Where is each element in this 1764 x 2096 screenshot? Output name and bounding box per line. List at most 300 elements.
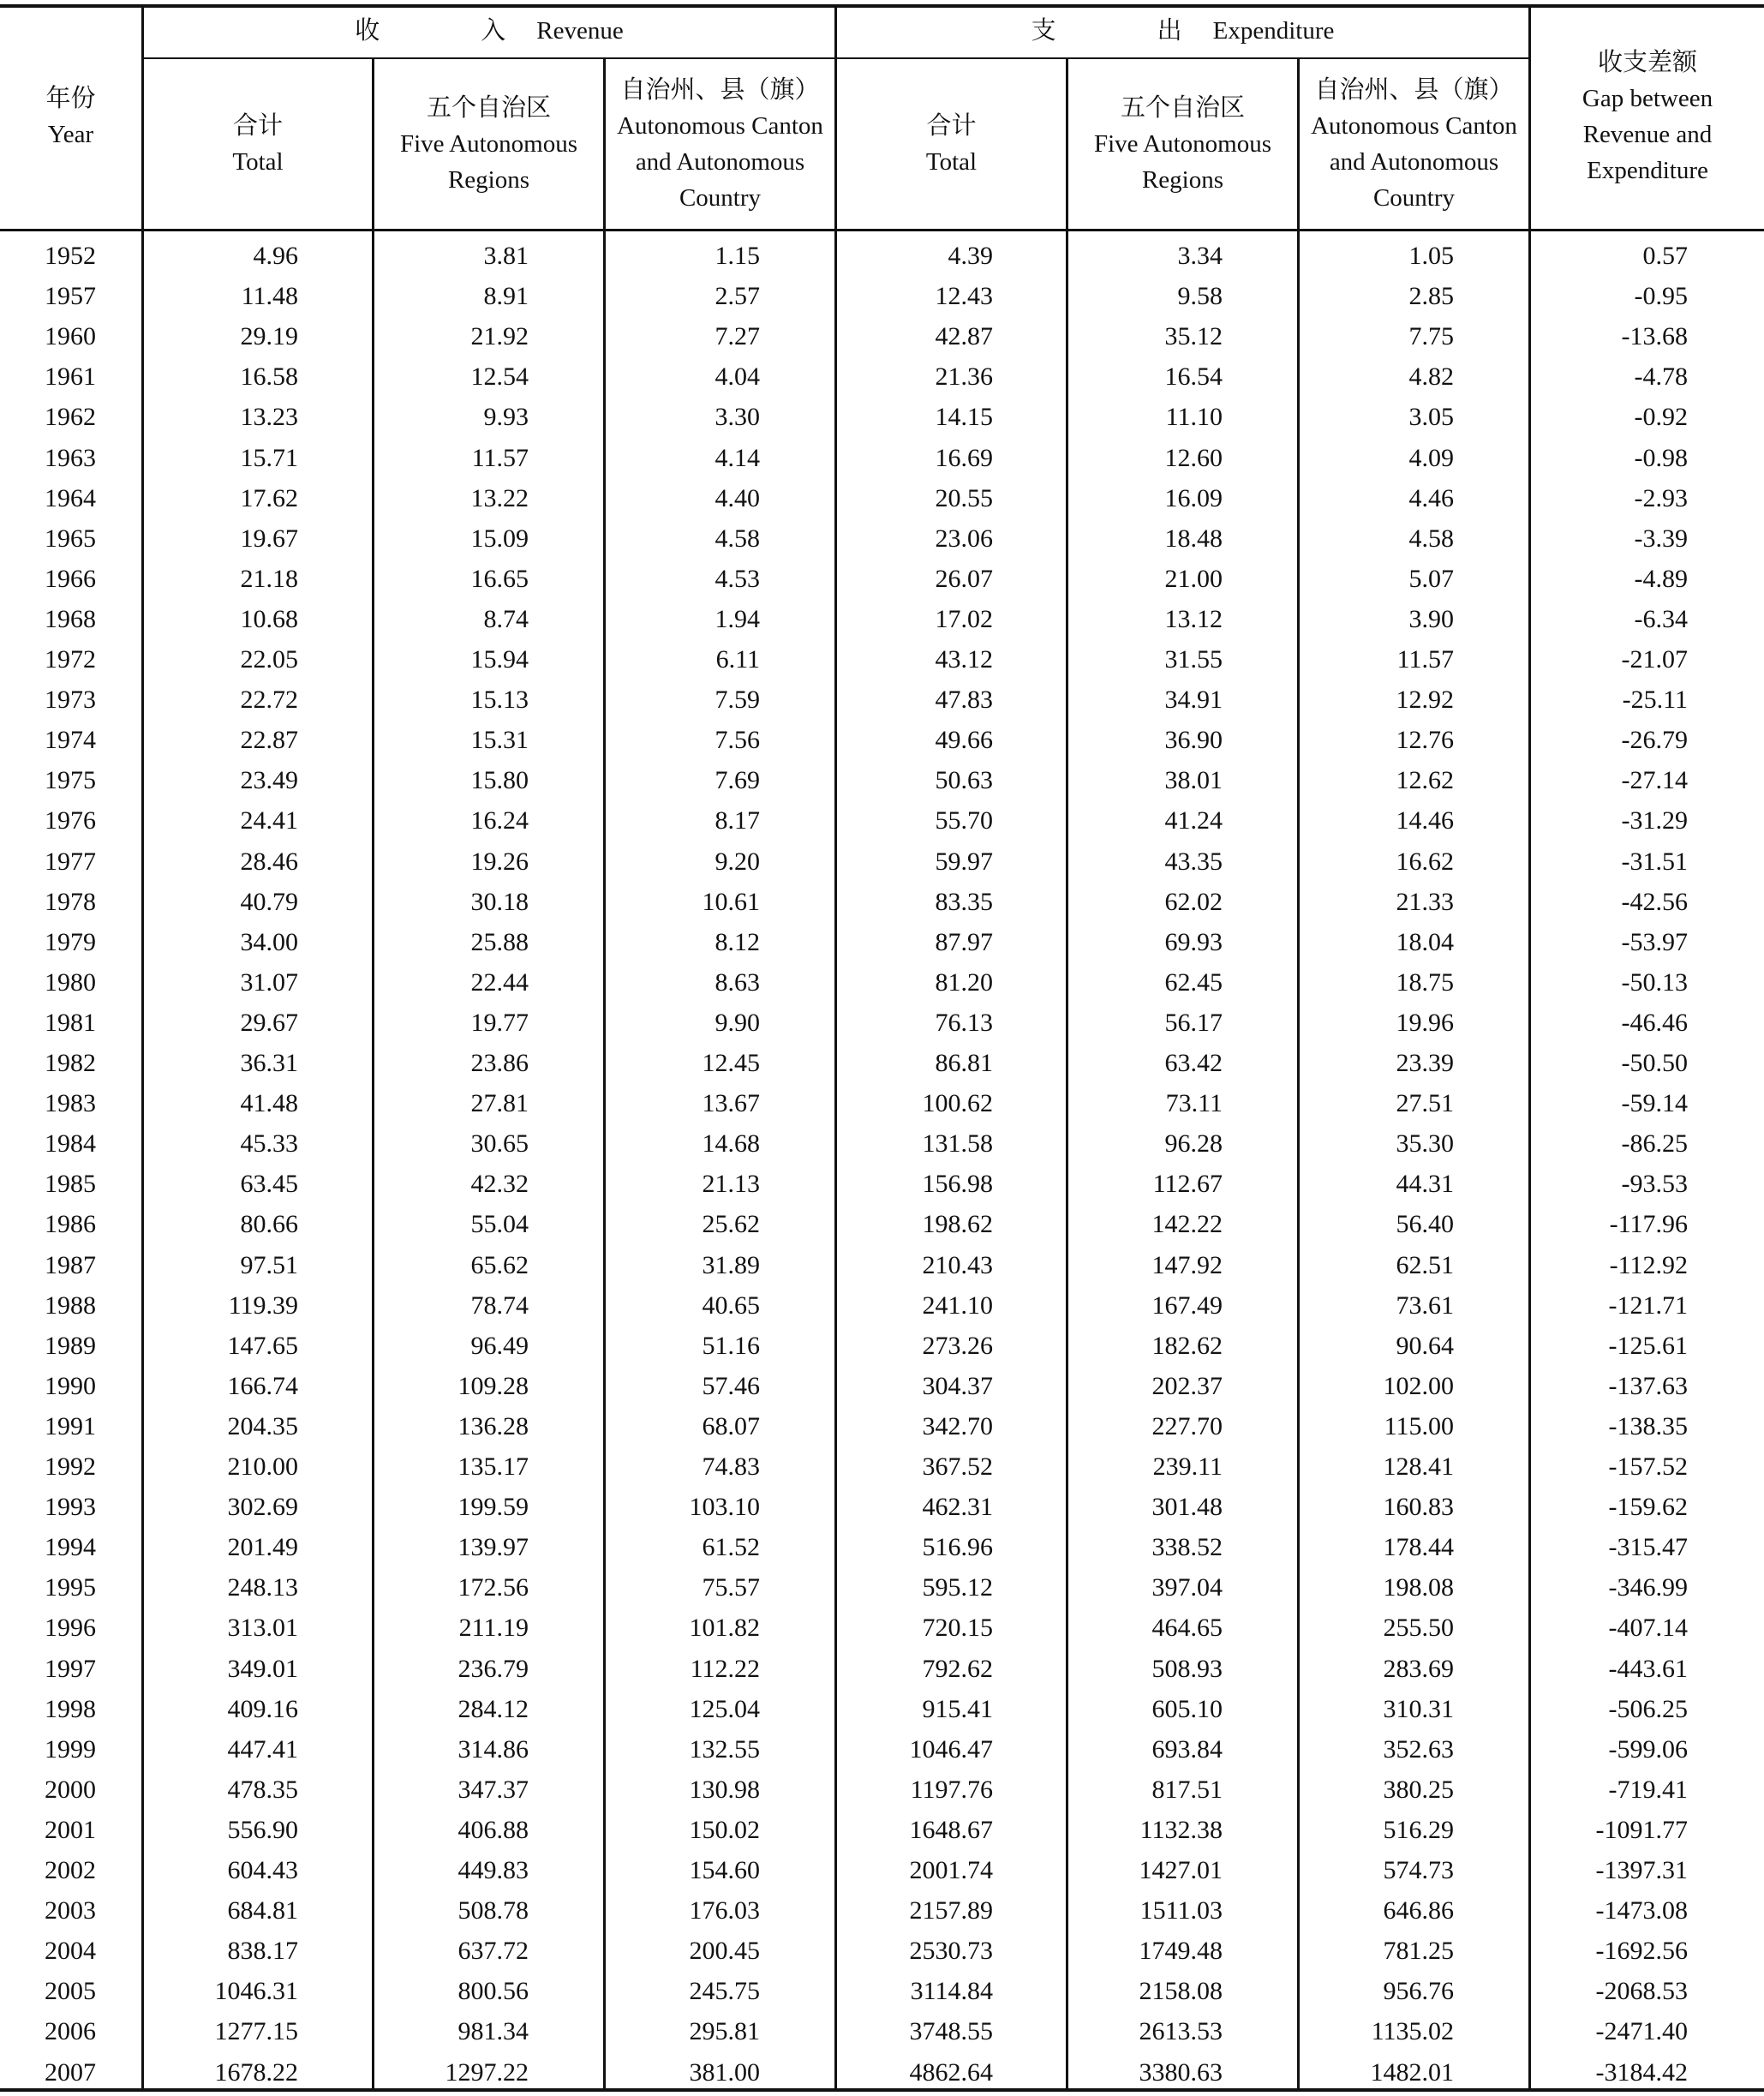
cell-rev-canton: 51.16 [702,1331,760,1360]
table-row [0,1527,1764,1567]
cell-gap: -4.78 [1634,362,1688,392]
cell-rev-total: 34.00 [240,927,298,956]
cell-exp-five: 16.54 [1164,362,1223,392]
cell-rev-total: 204.35 [227,1411,298,1440]
cell-rev-five: 347.37 [457,1775,529,1804]
cell-rev-canton: 4.14 [715,443,760,472]
cell-rev-five: 3.81 [483,242,529,270]
cell-rev-total: 556.90 [227,1815,298,1844]
cell-rev-canton: 4.58 [715,524,760,553]
cell-gap: -3.39 [1634,524,1688,553]
cell-exp-total: 241.10 [922,1291,993,1320]
cell-rev-five: 236.79 [457,1654,529,1683]
cell-gap: -13.68 [1621,322,1688,351]
table-row [0,720,1764,760]
cell-rev-total: 28.46 [240,847,298,876]
cell-exp-canton: 255.50 [1383,1614,1454,1643]
cell-exp-total: 20.55 [935,483,993,512]
cell-exp-canton: 16.62 [1396,847,1454,876]
cell-rev-five: 981.34 [457,2017,529,2046]
header-expenditure-canton-en-3: Country [1372,184,1456,212]
cell-exp-canton: 178.44 [1383,1533,1454,1562]
cell-exp-five: 34.91 [1164,686,1223,715]
cell-rev-five: 16.65 [470,564,529,593]
cell-year: 1964 [45,483,96,512]
header-gap-en-3: Expenditure [1587,157,1708,184]
cell-rev-canton: 13.67 [702,1089,760,1118]
table-row [0,1123,1764,1164]
header-revenue-total-en: Total [232,148,284,176]
cell-exp-canton: 956.76 [1383,1977,1454,2006]
cell-year: 1962 [45,403,96,432]
cell-exp-canton: 160.83 [1383,1493,1454,1522]
header-revenue-five-regions [374,59,603,229]
cell-exp-total: 16.69 [935,443,993,472]
cell-rev-canton: 7.69 [715,766,760,795]
cell-year: 2002 [45,1856,96,1884]
cell-rev-five: 12.54 [470,362,529,392]
cell-rev-five: 314.86 [457,1734,529,1764]
cell-rev-five: 15.13 [470,686,529,715]
cell-gap: -407.14 [1608,1614,1688,1643]
cell-rev-five: 55.04 [470,1210,529,1239]
cell-exp-five: 147.92 [1151,1250,1223,1279]
cell-rev-canton: 125.04 [689,1694,760,1723]
cell-exp-total: 3114.84 [910,1977,993,2006]
cell-year: 1976 [45,806,96,835]
cell-gap: -121.71 [1608,1291,1688,1320]
cell-exp-canton: 12.76 [1396,726,1454,755]
cell-exp-total: 12.43 [935,282,993,311]
cell-rev-total: 201.49 [227,1533,298,1562]
cell-rev-five: 42.32 [470,1170,529,1199]
cell-rev-canton: 8.63 [715,967,760,997]
cell-rev-canton: 61.52 [702,1533,760,1562]
cell-exp-canton: 18.04 [1396,927,1454,956]
cell-exp-five: 69.93 [1164,927,1223,956]
table-row [0,1689,1764,1729]
cell-year: 1978 [45,887,96,916]
cell-year: 1973 [45,686,96,715]
cell-rev-total: 21.18 [240,564,298,593]
cell-rev-total: 838.17 [227,1937,298,1966]
cell-rev-total: 1678.22 [214,2057,298,2087]
header-gap-en-1: Gap between [1582,85,1713,112]
cell-exp-total: 273.26 [922,1331,993,1360]
cell-exp-total: 86.81 [935,1049,993,1077]
header-expenditure-total-en: Total [925,148,978,176]
cell-exp-five: 2158.08 [1139,1977,1223,2006]
cell-exp-canton: 11.57 [1396,645,1454,674]
cell-rev-canton: 40.65 [702,1291,760,1320]
cell-exp-five: 36.90 [1164,726,1223,755]
table-row [0,639,1764,680]
cell-rev-five: 21.92 [470,322,529,351]
header-bottom-rule [0,229,1764,231]
header-revenue-five-cn: 五个自治区 [426,94,551,122]
cell-exp-canton: 1.05 [1408,242,1454,270]
cell-exp-canton: 115.00 [1384,1411,1454,1440]
table-row [0,2011,1764,2051]
cell-gap: -86.25 [1621,1129,1688,1159]
cell-rev-canton: 4.40 [715,483,760,512]
cell-rev-five: 1297.22 [445,2057,529,2087]
cell-rev-canton: 7.59 [715,686,760,715]
header-revenue-group [144,4,834,57]
cell-gap: -26.79 [1621,726,1688,755]
cell-exp-five: 13.12 [1164,604,1223,633]
cell-year: 1972 [45,645,96,674]
cell-year: 1957 [45,282,96,311]
cell-rev-total: 41.48 [240,1089,298,1118]
cell-year: 1991 [45,1411,96,1440]
cell-year: 2005 [45,1977,96,2006]
cell-rev-canton: 381.00 [689,2057,760,2087]
cell-rev-total: 40.79 [240,887,298,916]
cell-exp-five: 3380.63 [1139,2057,1223,2087]
cell-exp-canton: 102.00 [1383,1371,1454,1400]
cell-rev-five: 211.19 [458,1614,529,1643]
cell-gap: -125.61 [1608,1331,1688,1360]
cell-year: 1994 [45,1533,96,1562]
cell-gap: -1397.31 [1595,1856,1688,1884]
cell-rev-canton: 101.82 [689,1614,760,1643]
header-revenue-canton-en-1: Autonomous Canton [617,112,823,140]
cell-exp-total: 55.70 [935,806,993,835]
header-revenue-total [144,59,372,229]
cell-exp-total: 1046.47 [909,1734,993,1764]
cell-exp-total: 720.15 [922,1614,993,1643]
cell-rev-five: 96.49 [470,1331,529,1360]
cell-exp-total: 342.70 [922,1411,993,1440]
cell-rev-canton: 9.90 [715,1008,760,1037]
cell-exp-canton: 18.75 [1396,967,1454,997]
cell-rev-five: 199.59 [457,1493,529,1522]
cell-exp-total: 156.98 [922,1170,993,1199]
cell-gap: -137.63 [1608,1371,1688,1400]
cell-year: 1965 [45,524,96,553]
cell-rev-total: 19.67 [240,524,298,553]
cell-exp-five: 31.55 [1164,645,1223,674]
cell-exp-canton: 574.73 [1383,1856,1454,1884]
cell-exp-total: 1648.67 [909,1815,993,1844]
cell-exp-five: 56.17 [1164,1008,1223,1037]
cell-exp-total: 367.52 [922,1452,993,1481]
cell-rev-canton: 74.83 [702,1452,760,1481]
cell-exp-canton: 380.25 [1383,1775,1454,1804]
cell-exp-five: 167.49 [1151,1291,1223,1320]
cell-gap: -2068.53 [1595,1977,1688,2006]
cell-exp-total: 81.20 [935,967,993,997]
cell-exp-canton: 310.31 [1383,1694,1454,1723]
cell-exp-total: 50.63 [935,766,993,795]
cell-exp-canton: 56.40 [1396,1210,1454,1239]
cell-exp-total: 304.37 [922,1371,993,1400]
cell-exp-total: 2530.73 [909,1937,993,1966]
table-row [0,1204,1764,1244]
cell-year: 1988 [45,1291,96,1320]
cell-rev-canton: 132.55 [689,1734,760,1764]
cell-gap: -117.96 [1609,1210,1688,1239]
cell-exp-total: 43.12 [935,645,993,674]
cell-year: 2001 [45,1815,96,1844]
cell-rev-total: 1277.15 [214,2017,298,2046]
table-row [0,1649,1764,1689]
cell-rev-total: 97.51 [240,1250,298,1279]
cell-rev-canton: 8.12 [715,927,760,956]
table-row [0,559,1764,599]
cell-rev-five: 8.74 [483,604,529,633]
cell-rev-five: 15.80 [470,766,529,795]
cell-rev-five: 172.56 [457,1573,529,1602]
table-row [0,1567,1764,1608]
cell-rev-total: 15.71 [240,443,298,472]
table-row [0,1608,1764,1648]
table-row [0,1931,1764,1971]
cell-exp-canton: 646.86 [1383,1896,1454,1925]
table-row [0,1245,1764,1285]
table-row [0,518,1764,559]
cell-exp-five: 301.48 [1151,1493,1223,1522]
cell-exp-total: 4862.64 [909,2057,993,2087]
cell-gap: -506.25 [1608,1694,1688,1723]
table-row [0,1164,1764,1204]
cell-gap: -159.62 [1608,1493,1688,1522]
cell-rev-five: 406.88 [457,1815,529,1844]
cell-rev-canton: 68.07 [702,1411,760,1440]
cell-rev-five: 15.31 [470,726,529,755]
cell-exp-five: 3.34 [1177,242,1223,270]
table-row [0,800,1764,841]
cell-rev-total: 248.13 [227,1573,298,1602]
table-row [0,1326,1764,1366]
header-expenditure-five-en-1: Five Autonomous [1093,130,1272,158]
cell-rev-total: 11.48 [241,282,298,311]
cell-exp-five: 43.35 [1164,847,1223,876]
cell-gap: -599.06 [1608,1734,1688,1764]
cell-rev-five: 449.83 [457,1856,529,1884]
cell-rev-five: 637.72 [457,1937,529,1966]
cell-exp-canton: 516.29 [1383,1815,1454,1844]
cell-rev-five: 78.74 [470,1291,529,1320]
cell-rev-canton: 12.45 [702,1049,760,1077]
cell-exp-total: 792.62 [922,1654,993,1683]
table-row [0,922,1764,962]
cell-rev-total: 684.81 [227,1896,298,1925]
cell-rev-five: 284.12 [457,1694,529,1723]
cell-exp-canton: 35.30 [1396,1129,1454,1159]
table-row [0,1043,1764,1083]
cell-gap: -25.11 [1622,686,1688,715]
cell-gap: -0.98 [1634,443,1688,472]
cell-exp-canton: 5.07 [1408,564,1454,593]
table-row [0,760,1764,800]
cell-rev-total: 13.23 [240,403,298,432]
table-row [0,1366,1764,1406]
cell-year: 2000 [45,1775,96,1804]
table-row [0,1810,1764,1850]
cell-exp-five: 508.93 [1151,1654,1223,1683]
cell-rev-canton: 10.61 [702,887,760,916]
cell-rev-five: 139.97 [457,1533,529,1562]
cell-gap: -0.95 [1634,282,1688,311]
header-expenditure-canton-en-1: Autonomous Canton [1311,112,1517,140]
cell-exp-five: 18.48 [1164,524,1223,553]
cell-rev-canton: 245.75 [689,1977,760,2006]
cell-gap: -315.47 [1608,1533,1688,1562]
cell-exp-five: 239.11 [1152,1452,1223,1481]
cell-exp-total: 59.97 [935,847,993,876]
cell-rev-five: 30.65 [470,1129,529,1159]
cell-exp-five: 73.11 [1165,1089,1223,1118]
cell-rev-five: 19.77 [470,1008,529,1037]
cell-exp-total: 76.13 [935,1008,993,1037]
cell-exp-canton: 283.69 [1383,1654,1454,1683]
header-revenue-cn: 收 入 [355,17,523,45]
cell-exp-canton: 27.51 [1396,1089,1454,1118]
cell-gap: -0.92 [1634,403,1688,432]
cell-exp-five: 11.10 [1165,403,1223,432]
cell-rev-five: 135.17 [457,1452,529,1481]
cell-rev-canton: 6.11 [715,645,760,674]
cell-rev-total: 29.67 [240,1008,298,1037]
cell-rev-canton: 295.81 [689,2017,760,2046]
cell-rev-canton: 31.89 [702,1250,760,1279]
table-row [0,1850,1764,1890]
cell-rev-five: 109.28 [457,1371,529,1400]
cell-gap: -2.93 [1634,483,1688,512]
cell-rev-total: 604.43 [227,1856,298,1884]
cell-exp-canton: 90.64 [1396,1331,1454,1360]
cell-exp-canton: 21.33 [1396,887,1454,916]
table-row [0,236,1764,276]
header-expenditure-cn: 支 出 [1031,17,1199,45]
cell-year: 1985 [45,1170,96,1199]
cell-rev-canton: 176.03 [689,1896,760,1925]
cell-rev-total: 210.00 [227,1452,298,1481]
cell-rev-total: 24.41 [240,806,298,835]
cell-exp-total: 17.02 [935,604,993,633]
cell-exp-five: 112.67 [1152,1170,1223,1199]
cell-exp-canton: 7.75 [1408,322,1454,351]
cell-gap: -21.07 [1621,645,1688,674]
cell-rev-total: 4.96 [253,242,298,270]
cell-gap: -157.52 [1608,1452,1688,1481]
table-row [0,1083,1764,1123]
cell-rev-total: 63.45 [240,1170,298,1199]
cell-year: 1952 [45,242,96,270]
cell-exp-canton: 73.61 [1396,1291,1454,1320]
header-expenditure-canton-en-2: and Autonomous [1329,148,1499,176]
cell-gap: -31.51 [1621,847,1688,876]
cell-rev-canton: 3.30 [715,403,760,432]
cell-gap: -42.56 [1621,887,1688,916]
cell-gap: -443.61 [1608,1654,1688,1683]
header-gap-cn: 收支差额 [1597,49,1697,76]
cell-rev-canton: 154.60 [689,1856,760,1884]
cell-rev-five: 9.93 [483,403,529,432]
cell-year: 1966 [45,564,96,593]
cell-exp-total: 516.96 [922,1533,993,1562]
cell-rev-total: 80.66 [240,1210,298,1239]
cell-exp-canton: 1482.01 [1370,2057,1454,2087]
cell-gap: -2471.40 [1595,2017,1688,2046]
cell-rev-total: 36.31 [240,1049,298,1077]
cell-rev-total: 302.69 [227,1493,298,1522]
cell-exp-canton: 198.08 [1383,1573,1454,1602]
table-row [0,397,1764,437]
cell-exp-five: 1427.01 [1139,1856,1223,1884]
cell-exp-total: 14.15 [935,403,993,432]
cell-exp-canton: 19.96 [1396,1008,1454,1037]
cell-exp-total: 42.87 [935,322,993,351]
cell-rev-total: 16.58 [240,362,298,392]
cell-rev-five: 30.18 [470,887,529,916]
header-year-cn: 年份 [45,85,96,112]
cell-exp-total: 83.35 [935,887,993,916]
table-row [0,316,1764,356]
cell-exp-canton: 12.62 [1396,766,1454,795]
cell-exp-five: 12.60 [1164,443,1223,472]
cell-rev-five: 13.22 [470,483,529,512]
cell-year: 1984 [45,1129,96,1159]
cell-exp-five: 142.22 [1151,1210,1223,1239]
header-expenditure-five-en-2: Regions [1141,166,1224,194]
cell-rev-five: 16.24 [470,806,529,835]
header-revenue-canton-cn: 自治州、县（旗） [620,76,820,104]
cell-exp-canton: 44.31 [1396,1170,1454,1199]
cell-rev-total: 119.39 [228,1291,298,1320]
cell-year: 1986 [45,1210,96,1239]
cell-exp-five: 21.00 [1164,564,1223,593]
cell-exp-canton: 4.82 [1408,362,1454,392]
cell-rev-total: 10.68 [240,604,298,633]
cell-exp-canton: 14.46 [1396,806,1454,835]
table-row [0,1770,1764,1810]
cell-rev-canton: 103.10 [689,1493,760,1522]
cell-rev-canton: 1.15 [715,242,760,270]
table-row [0,438,1764,478]
cell-exp-five: 1511.03 [1139,1896,1223,1925]
cell-rev-five: 800.56 [457,1977,529,2006]
cell-rev-canton: 9.20 [715,847,760,876]
cell-exp-five: 817.51 [1151,1775,1223,1804]
cell-gap: -50.13 [1621,967,1688,997]
header-gap [1531,4,1764,229]
table-row [0,1729,1764,1770]
cell-gap: -59.14 [1621,1089,1688,1118]
cell-rev-total: 22.87 [240,726,298,755]
table-row [0,1487,1764,1527]
cell-year: 1974 [45,726,96,755]
table-row [0,1971,1764,2011]
cell-exp-five: 2613.53 [1139,2017,1223,2046]
cell-exp-total: 915.41 [922,1694,993,1723]
header-expenditure-total [837,59,1066,229]
cell-exp-five: 182.62 [1151,1331,1223,1360]
cell-gap: -1692.56 [1595,1937,1688,1966]
cell-rev-total: 147.65 [227,1331,298,1360]
header-revenue-en: Revenue [536,17,624,45]
cell-year: 1977 [45,847,96,876]
cell-rev-five: 25.88 [470,927,529,956]
cell-gap: -53.97 [1621,927,1688,956]
table-row [0,1406,1764,1446]
cell-rev-total: 23.49 [240,766,298,795]
cell-gap: -719.41 [1608,1775,1688,1804]
cell-year: 1979 [45,927,96,956]
cell-rev-total: 1046.31 [214,1977,298,2006]
